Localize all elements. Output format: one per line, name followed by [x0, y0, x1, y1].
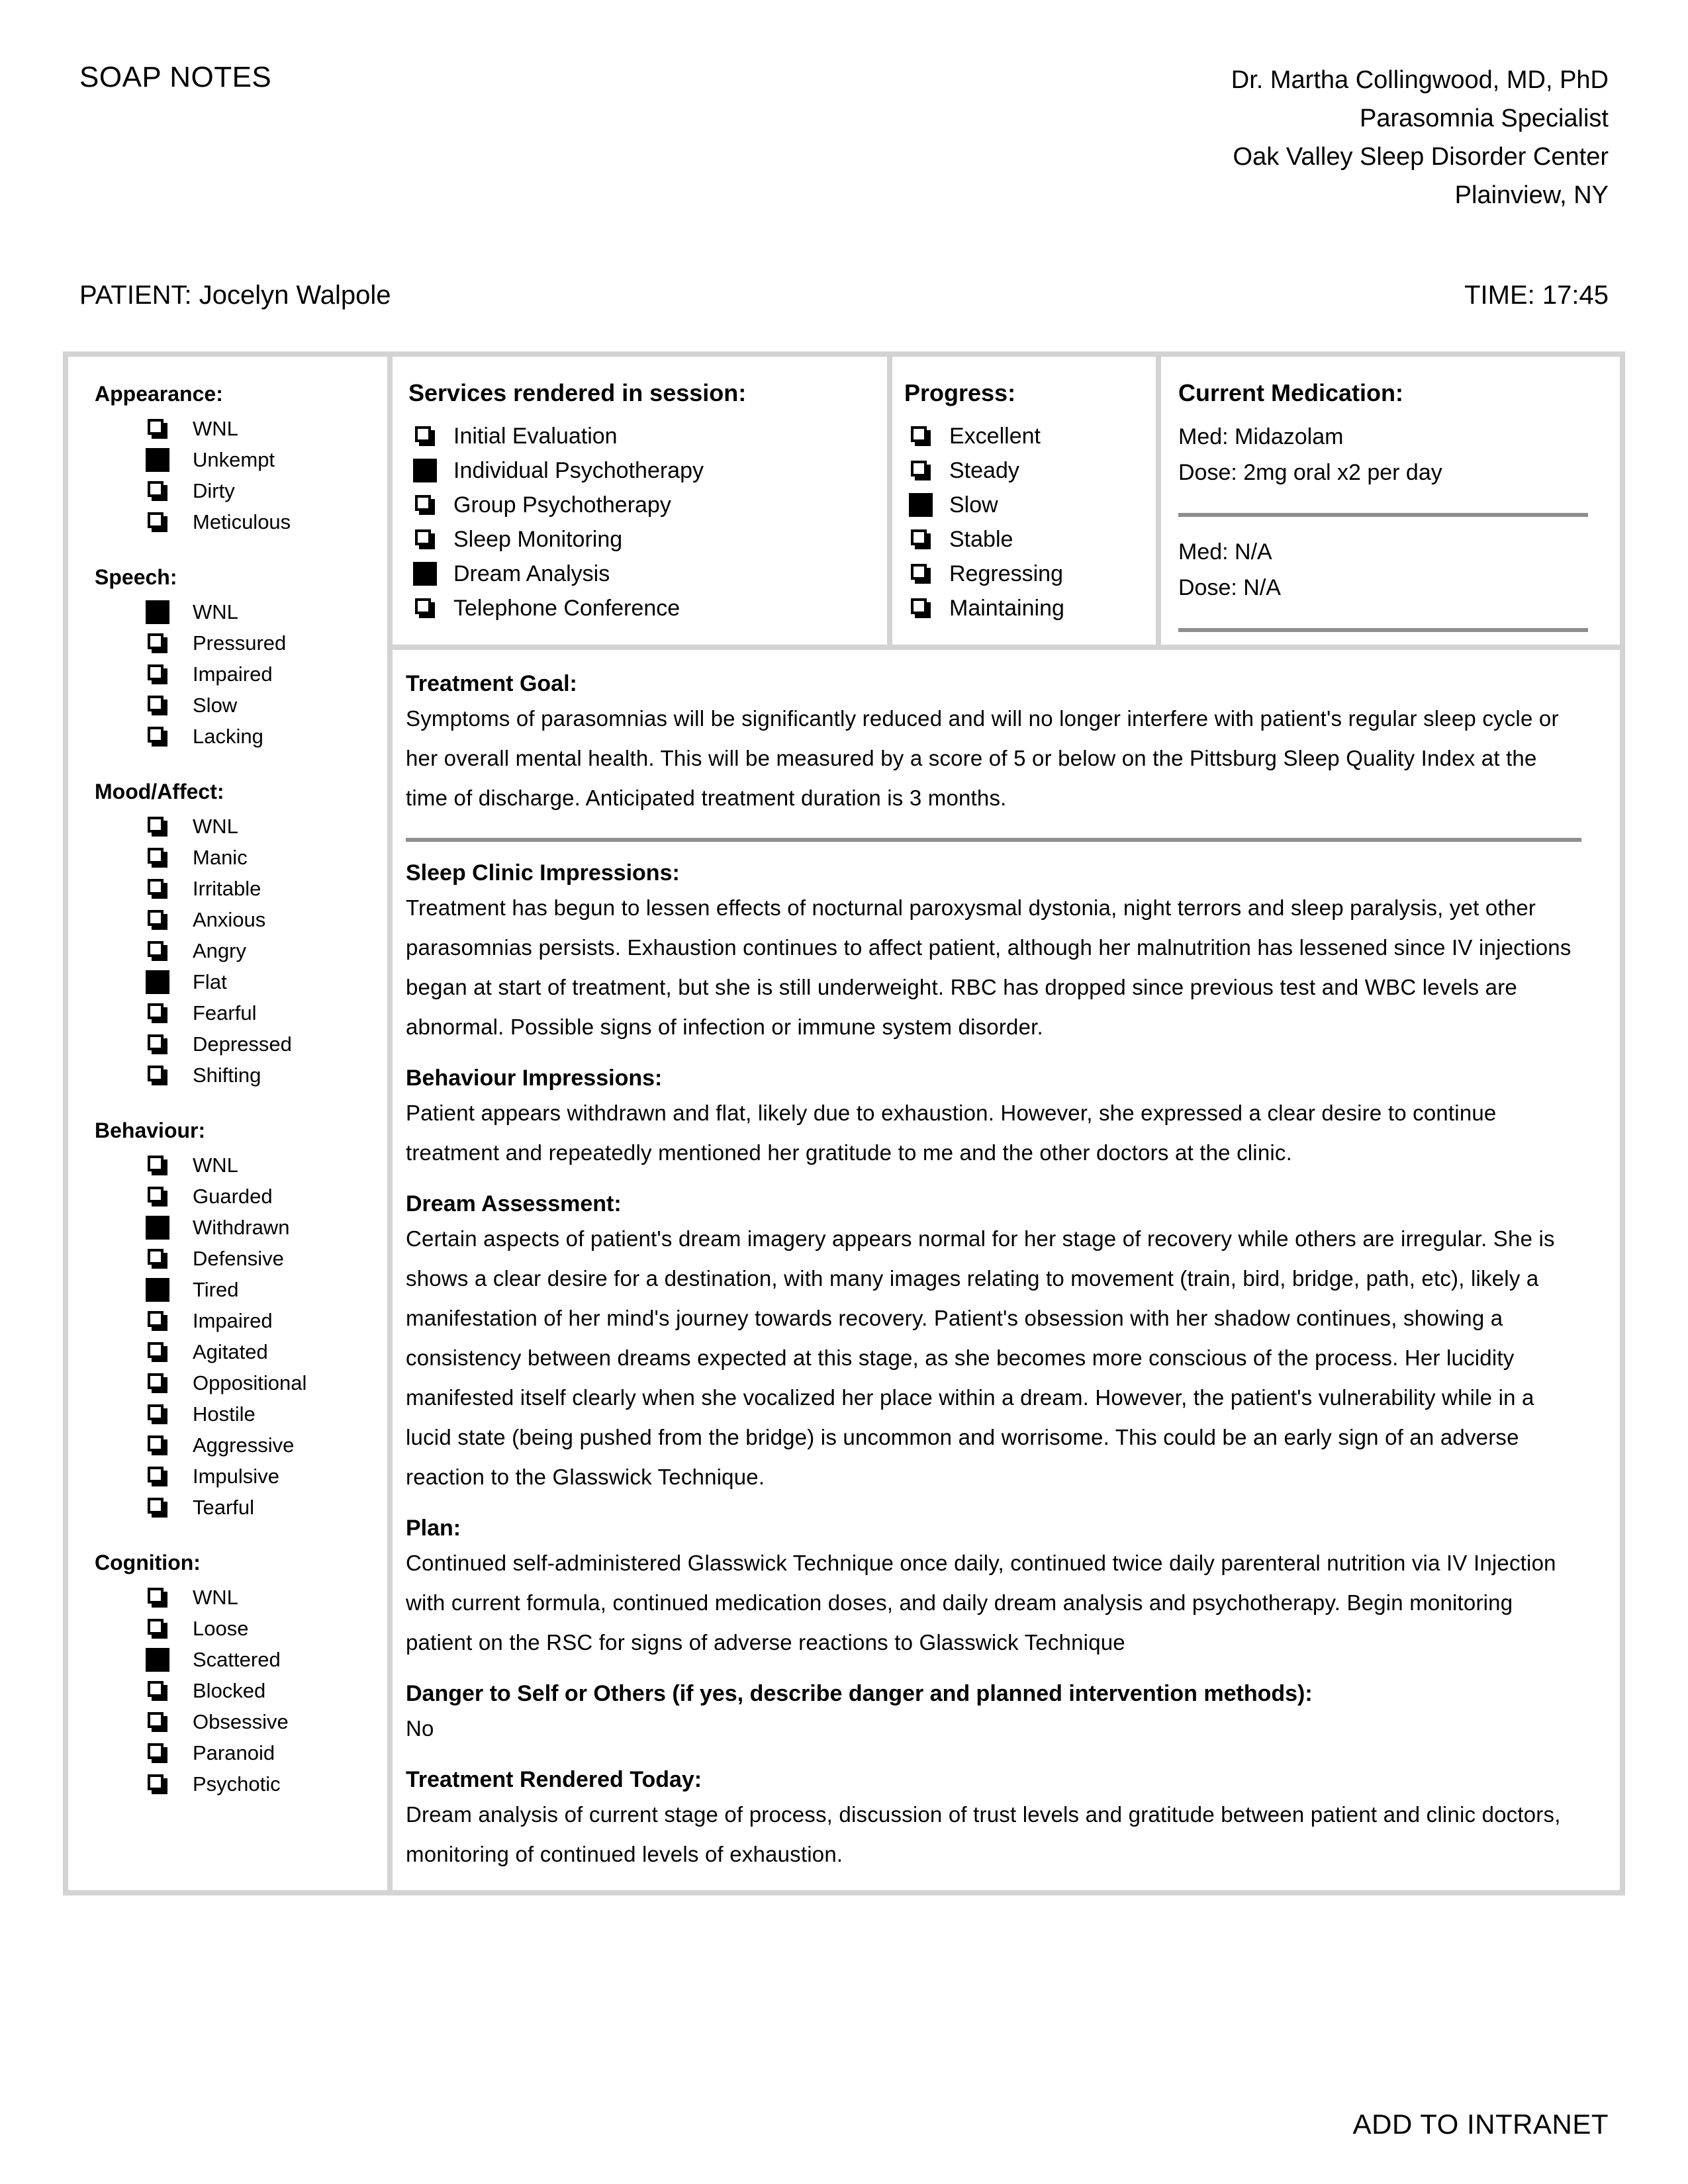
note-section-title-sleep-clinic-impressions: Sleep Clinic Impressions:: [406, 860, 680, 886]
medication-dose-value: Dose: 2mg oral x2 per day: [1178, 460, 1442, 485]
checkbox-option-pressured: [95, 627, 381, 659]
services-checklist: [408, 419, 876, 625]
checkbox-unchecked-icon: [148, 848, 164, 864]
checkbox-unchecked-icon: [415, 529, 431, 545]
checkbox-checked-icon: [413, 562, 437, 586]
checkbox-option-angry: [95, 935, 381, 966]
checkbox-option-obsessive: [95, 1706, 381, 1737]
progress-title: Progress:: [904, 379, 1016, 406]
checkbox[interactable]: [144, 1707, 171, 1737]
checkbox-label: Impaired: [193, 662, 273, 686]
checkbox-option-stable: [904, 522, 1149, 557]
services-cell: [393, 357, 887, 645]
note-section-title-treatment-goal: Treatment Goal:: [406, 671, 577, 696]
checkbox-label: Tearful: [193, 1495, 255, 1519]
checkbox-option-sleep-monitoring: [408, 522, 876, 557]
checkbox-unchecked-icon: [911, 598, 927, 614]
checkbox[interactable]: [144, 598, 171, 627]
checkbox-option-tearful: [95, 1492, 381, 1523]
checkbox[interactable]: [144, 629, 171, 658]
checkbox[interactable]: [411, 422, 439, 451]
checkbox-label: Group Psychotherapy: [453, 492, 671, 518]
checkbox[interactable]: [144, 414, 171, 443]
note-section-body: No: [406, 1716, 434, 1741]
checkbox-unchecked-icon: [148, 512, 164, 528]
checkbox-label: Shifting: [193, 1063, 261, 1087]
checkbox-option-impaired: [95, 659, 381, 690]
notes-cell: [393, 650, 1620, 1890]
add-to-intranet-link[interactable]: ADD TO INTRANET: [1352, 2109, 1609, 2140]
note-section-title-behaviour-impressions: Behaviour Impressions:: [406, 1066, 663, 1091]
checkbox-label: Dirty: [193, 478, 235, 502]
soap-form-table: [63, 351, 1625, 1895]
checkbox-label: Individual Psychotherapy: [453, 457, 704, 483]
checkbox-unchecked-icon: [148, 1712, 164, 1728]
checkbox-unchecked-icon: [148, 1156, 164, 1171]
checkbox-unchecked-icon: [415, 598, 431, 614]
checkbox[interactable]: [144, 1583, 171, 1612]
checkbox-option-scattered: [95, 1644, 381, 1675]
checkbox-label: Maintaining: [949, 595, 1064, 621]
checkbox-option-guarded: [95, 1181, 381, 1212]
patient-row: [0, 281, 1688, 310]
checkbox-unchecked-icon: [911, 564, 927, 580]
checkbox-unchecked-icon: [148, 1342, 164, 1358]
section-title-mood-affect: Mood/Affect:: [95, 780, 224, 803]
checkbox[interactable]: [144, 1061, 171, 1090]
time-label: TIME: 17:45: [1464, 281, 1609, 310]
checkbox[interactable]: [144, 1213, 171, 1242]
checkbox-unchecked-icon: [148, 419, 164, 435]
checkbox-label: Oppositional: [193, 1371, 307, 1394]
checkbox-unchecked-icon: [148, 1681, 164, 1697]
checkbox-label: Excellent: [949, 423, 1041, 449]
checkbox[interactable]: [144, 843, 171, 872]
checkbox-option-aggressive: [95, 1430, 381, 1461]
checkbox-label: Unkempt: [193, 447, 275, 471]
doctor-info-line: Parasomnia Specialist: [1360, 105, 1609, 132]
checkbox-label: Impulsive: [193, 1464, 279, 1488]
note-section-body: Dream analysis of current stage of process, discussion of trust levels and gratitude between patient and clinic doctors, monitoring of continued levels of exhaustion.: [406, 1802, 1561, 1866]
checkbox-label: Regressing: [949, 561, 1063, 586]
checkbox-option-telephone-conference: [408, 591, 876, 625]
checkbox-option-meticulous: [95, 506, 381, 537]
mental-status-column: [68, 357, 387, 1890]
checkbox-option-excellent: [904, 419, 1149, 453]
note-section-body: Symptoms of parasomnias will be significantly reduced and will no longer interfere with patient's regular sleep cycle or her overall mental health. This will be measured by a score of 5 or below on the Pittsburg Sleep Quality Index at the time of discharge. Anticipated treatment duration is 3 months.: [406, 706, 1559, 810]
checkbox-option-wnl: [95, 1582, 381, 1613]
checkbox-label: Blocked: [193, 1678, 266, 1702]
checkbox-label: Agitated: [193, 1340, 268, 1363]
checkbox-label: Psychotic: [193, 1772, 281, 1796]
checkbox-unchecked-icon: [148, 879, 164, 895]
checkbox-option-hostile: [95, 1398, 381, 1430]
note-section-title-treatment-rendered-today: Treatment Rendered Today:: [406, 1767, 702, 1792]
checkbox[interactable]: [144, 660, 171, 689]
checkbox-unchecked-icon: [148, 1311, 164, 1327]
medication-entries: [1178, 419, 1592, 632]
checkbox[interactable]: [144, 1400, 171, 1429]
checkbox-unchecked-icon: [415, 495, 431, 511]
checkbox-checked-icon: [413, 459, 437, 482]
section-title-appearance: Appearance:: [95, 382, 223, 406]
checkbox[interactable]: [144, 874, 171, 903]
checkbox[interactable]: [411, 490, 439, 520]
checkbox-option-psychotic: [95, 1768, 381, 1799]
checkbox[interactable]: [144, 1151, 171, 1180]
medication-divider: [1178, 628, 1588, 632]
checkbox-checked-icon: [146, 1648, 169, 1672]
progress-cell: [892, 357, 1156, 645]
checkbox[interactable]: [411, 525, 439, 554]
checkbox-label: Hostile: [193, 1402, 256, 1426]
checkbox-label: Fearful: [193, 1001, 257, 1024]
checkbox-label: Aggressive: [193, 1433, 295, 1457]
checkbox-label: Withdrawn: [193, 1215, 290, 1239]
checkbox-option-maintaining: [904, 591, 1149, 625]
checkbox-label: Guarded: [193, 1184, 273, 1208]
checkbox-checked-icon: [146, 1278, 169, 1302]
checkbox-option-initial-evaluation: [408, 419, 876, 453]
checkbox-label: Flat: [193, 970, 227, 993]
checkbox-unchecked-icon: [911, 461, 927, 477]
page-header: [0, 0, 1688, 214]
medication-cell: [1161, 357, 1620, 645]
checkbox-option-shifting: [95, 1060, 381, 1091]
checkbox[interactable]: [907, 422, 935, 451]
checkbox-label: Sleep Monitoring: [453, 526, 623, 552]
checkbox[interactable]: [144, 508, 171, 537]
checkbox-unchecked-icon: [415, 426, 431, 442]
checkbox[interactable]: [144, 1739, 171, 1768]
checkbox-unchecked-icon: [148, 1034, 164, 1050]
checkbox-unchecked-icon: [148, 727, 164, 743]
checkbox[interactable]: [144, 1462, 171, 1491]
checkbox[interactable]: [144, 1182, 171, 1211]
checkbox-unchecked-icon: [148, 941, 164, 957]
checkbox-label: Paranoid: [193, 1741, 275, 1764]
checkbox-label: WNL: [193, 814, 238, 838]
checkbox[interactable]: [411, 559, 439, 588]
checkbox-checked-icon: [146, 970, 169, 994]
checkbox-option-slow: [95, 690, 381, 721]
checkbox[interactable]: [144, 691, 171, 720]
form-title: SOAP NOTES: [79, 61, 272, 93]
checkbox-label: Slow: [193, 693, 238, 717]
checkbox-label: Anxious: [193, 907, 266, 931]
medication-med-value: Med: Midazolam: [1178, 424, 1344, 449]
checkbox-option-withdrawn: [95, 1212, 381, 1243]
note-section-body: Patient appears withdrawn and flat, likely due to exhaustion. However, she expressed a clear desire to continue treatment and repeatedly mentioned her gratitude to me and the other doctors at the clinic.: [406, 1101, 1497, 1165]
checkbox-unchecked-icon: [148, 1435, 164, 1451]
checkbox-option-paranoid: [95, 1737, 381, 1768]
checkbox-option-depressed: [95, 1028, 381, 1060]
note-section-body: Continued self-administered Glasswick Technique once daily, continued twice daily parenteral nutrition via IV Injection with current formula, continued medication doses, and daily dream analysis and psychotherapy. Begin monitoring patient on the RSC for signs of adverse reactions to Glasswick Technique: [406, 1551, 1556, 1655]
checkbox-unchecked-icon: [148, 633, 164, 649]
checkbox-label: Manic: [193, 845, 248, 869]
checkbox[interactable]: [144, 812, 171, 841]
checkbox-label: Loose: [193, 1616, 249, 1640]
checkbox[interactable]: [907, 525, 935, 554]
section-title-cognition: Cognition:: [95, 1551, 201, 1574]
checkbox[interactable]: [144, 1369, 171, 1398]
checkbox-label: WNL: [193, 1585, 238, 1609]
checkbox-option-dirty: [95, 475, 381, 506]
checkbox-label: WNL: [193, 416, 238, 440]
medication-dose-value: Dose: N/A: [1178, 575, 1281, 600]
medication-title: Current Medication:: [1178, 379, 1404, 406]
checkbox[interactable]: [411, 594, 439, 623]
checkbox-label: Telephone Conference: [453, 595, 680, 621]
checkbox[interactable]: [144, 968, 171, 997]
checkbox[interactable]: [144, 1645, 171, 1674]
checkbox-checked-icon: [909, 493, 933, 517]
checkbox-unchecked-icon: [911, 426, 927, 442]
checkbox[interactable]: [144, 1030, 171, 1059]
checkbox-option-lacking: [95, 721, 381, 752]
checkbox-label: Irritable: [193, 876, 261, 900]
checkbox[interactable]: [907, 490, 935, 520]
checkbox-unchecked-icon: [148, 817, 164, 833]
checkbox-label: Steady: [949, 457, 1019, 483]
checkbox-option-blocked: [95, 1675, 381, 1706]
checkbox-option-defensive: [95, 1243, 381, 1274]
checkbox[interactable]: [144, 1244, 171, 1273]
checkbox-label: Pressured: [193, 631, 287, 655]
checkbox-unchecked-icon: [148, 1774, 164, 1790]
checkbox-option-wnl: [95, 413, 381, 444]
checkbox[interactable]: [144, 1338, 171, 1367]
checkbox-label: Initial Evaluation: [453, 423, 618, 449]
notes-section-divider: [406, 838, 1581, 842]
patient-label: PATIENT: Jocelyn Walpole: [79, 281, 391, 310]
checkbox-option-manic: [95, 842, 381, 873]
checkbox-label: Slow: [949, 492, 998, 518]
checkbox-label: Meticulous: [193, 510, 291, 533]
checkbox[interactable]: [907, 559, 935, 588]
checkbox-unchecked-icon: [148, 1249, 164, 1265]
checkbox-option-slow: [904, 488, 1149, 522]
checkbox-label: Scattered: [193, 1647, 281, 1671]
checkbox-label: WNL: [193, 1153, 238, 1177]
checkbox[interactable]: [907, 594, 935, 623]
note-section-body: Certain aspects of patient's dream imagery appears normal for her stage of recovery while others are irregular. She is shows a clear desire for a destination, with many images relating to movement (train, bird, bridge, path, etc), likely a manifestation of her mind's journey towards recovery. Patient's obsession with her shadow continues, showing a consistency between dreams expected at this stage, as she becomes more conscious of the process. Her lucidity manifested itself clearly when she vocalized her place within a dream. However, the patient's vulnerability while in a lucid state (being pushed from the bridge) is uncommon and worrisome. This could be an early sign of an adverse reaction to the Glasswick Technique.: [406, 1226, 1555, 1489]
note-section-title-plan: Plan:: [406, 1516, 461, 1541]
checkbox-option-dream-analysis: [408, 557, 876, 591]
checkbox-unchecked-icon: [148, 1187, 164, 1203]
checkbox[interactable]: [144, 1275, 171, 1304]
checkbox-unchecked-icon: [148, 910, 164, 926]
checkbox-option-regressing: [904, 557, 1149, 591]
checkbox-option-impaired: [95, 1305, 381, 1336]
checkbox-unchecked-icon: [148, 1066, 164, 1081]
checkbox[interactable]: [144, 936, 171, 966]
checkbox-option-tired: [95, 1274, 381, 1305]
checkbox[interactable]: [144, 999, 171, 1028]
services-title: Services rendered in session:: [408, 379, 747, 406]
checkbox-label: Impaired: [193, 1308, 273, 1332]
checkbox-unchecked-icon: [148, 696, 164, 711]
checkbox-option-oppositional: [95, 1367, 381, 1398]
checkbox-option-loose: [95, 1613, 381, 1644]
checkbox-label: Obsessive: [193, 1709, 289, 1733]
checkbox-label: Defensive: [193, 1246, 284, 1270]
checkbox-unchecked-icon: [148, 1003, 164, 1019]
checkbox-unchecked-icon: [148, 1467, 164, 1482]
checkbox-label: Lacking: [193, 724, 263, 748]
note-section-body: Treatment has begun to lessen effects of nocturnal paroxysmal dystonia, night terrors and sleep paralysis, yet other parasomnias persists. Exhaustion continues to affect patient, although her malnutrition has lessened since IV injections began at start of treatment, but she is still underweight. RBC has dropped since previous test and WBC levels are abnormal. Possible signs of infection or immune system disorder.: [406, 895, 1571, 1039]
checkbox-unchecked-icon: [911, 529, 927, 545]
checkbox[interactable]: [907, 456, 935, 485]
checkbox-unchecked-icon: [148, 1588, 164, 1604]
checkbox-option-anxious: [95, 904, 381, 935]
checkbox-unchecked-icon: [148, 481, 164, 497]
checkbox-label: WNL: [193, 600, 238, 623]
checkbox-unchecked-icon: [148, 1404, 164, 1420]
checkbox-checked-icon: [146, 448, 169, 472]
checkbox[interactable]: [411, 456, 439, 485]
checkbox-label: Angry: [193, 938, 246, 962]
doctor-info-block: [1231, 61, 1609, 214]
checkbox-option-fearful: [95, 997, 381, 1028]
checkbox[interactable]: [144, 1431, 171, 1460]
checkbox-checked-icon: [146, 600, 169, 624]
checkbox-option-flat: [95, 966, 381, 997]
section-title-behaviour: Behaviour:: [95, 1118, 206, 1142]
checkbox[interactable]: [144, 1306, 171, 1336]
checkbox-unchecked-icon: [148, 1743, 164, 1759]
checkbox-option-impulsive: [95, 1461, 381, 1492]
checkbox[interactable]: [144, 1493, 171, 1522]
checkbox[interactable]: [144, 1676, 171, 1706]
doctor-info-line: Plainview, NY: [1454, 181, 1609, 209]
checkbox-label: Depressed: [193, 1032, 292, 1056]
checkbox-option-individual-psychotherapy: [408, 453, 876, 488]
checkbox[interactable]: [144, 1770, 171, 1799]
checkbox-option-unkempt: [95, 444, 381, 475]
checkbox-label: Tired: [193, 1277, 239, 1301]
checkbox-checked-icon: [146, 1216, 169, 1240]
doctor-info-line: Oak Valley Sleep Disorder Center: [1233, 143, 1609, 171]
note-section-title-danger-to-self-or-others-if-yes-describe: Danger to Self or Others (if yes, describe danger and planned intervention methods):: [406, 1681, 1313, 1706]
checkbox-option-wnl: [95, 596, 381, 627]
checkbox-option-steady: [904, 453, 1149, 488]
doctor-info-line: Dr. Martha Collingwood, MD, PhD: [1231, 66, 1609, 94]
checkbox-option-wnl: [95, 811, 381, 842]
checkbox-option-group-psychotherapy: [408, 488, 876, 522]
checkbox-option-irritable: [95, 873, 381, 904]
checkbox-option-wnl: [95, 1150, 381, 1181]
medication-divider: [1178, 513, 1588, 517]
note-section-title-dream-assessment: Dream Assessment:: [406, 1191, 622, 1216]
checkbox-unchecked-icon: [148, 1498, 164, 1514]
checkbox[interactable]: [144, 1614, 171, 1643]
checkbox-unchecked-icon: [148, 1373, 164, 1389]
checkbox-label: Stable: [949, 526, 1013, 552]
checkbox[interactable]: [144, 445, 171, 475]
progress-checklist: [904, 419, 1149, 625]
checkbox-label: Dream Analysis: [453, 561, 610, 586]
checkbox-unchecked-icon: [148, 664, 164, 680]
checkbox-unchecked-icon: [148, 1619, 164, 1635]
checkbox[interactable]: [144, 722, 171, 751]
section-title-speech: Speech:: [95, 565, 177, 589]
checkbox[interactable]: [144, 477, 171, 506]
checkbox-option-agitated: [95, 1336, 381, 1367]
medication-med-value: Med: N/A: [1178, 539, 1272, 565]
checkbox[interactable]: [144, 905, 171, 934]
